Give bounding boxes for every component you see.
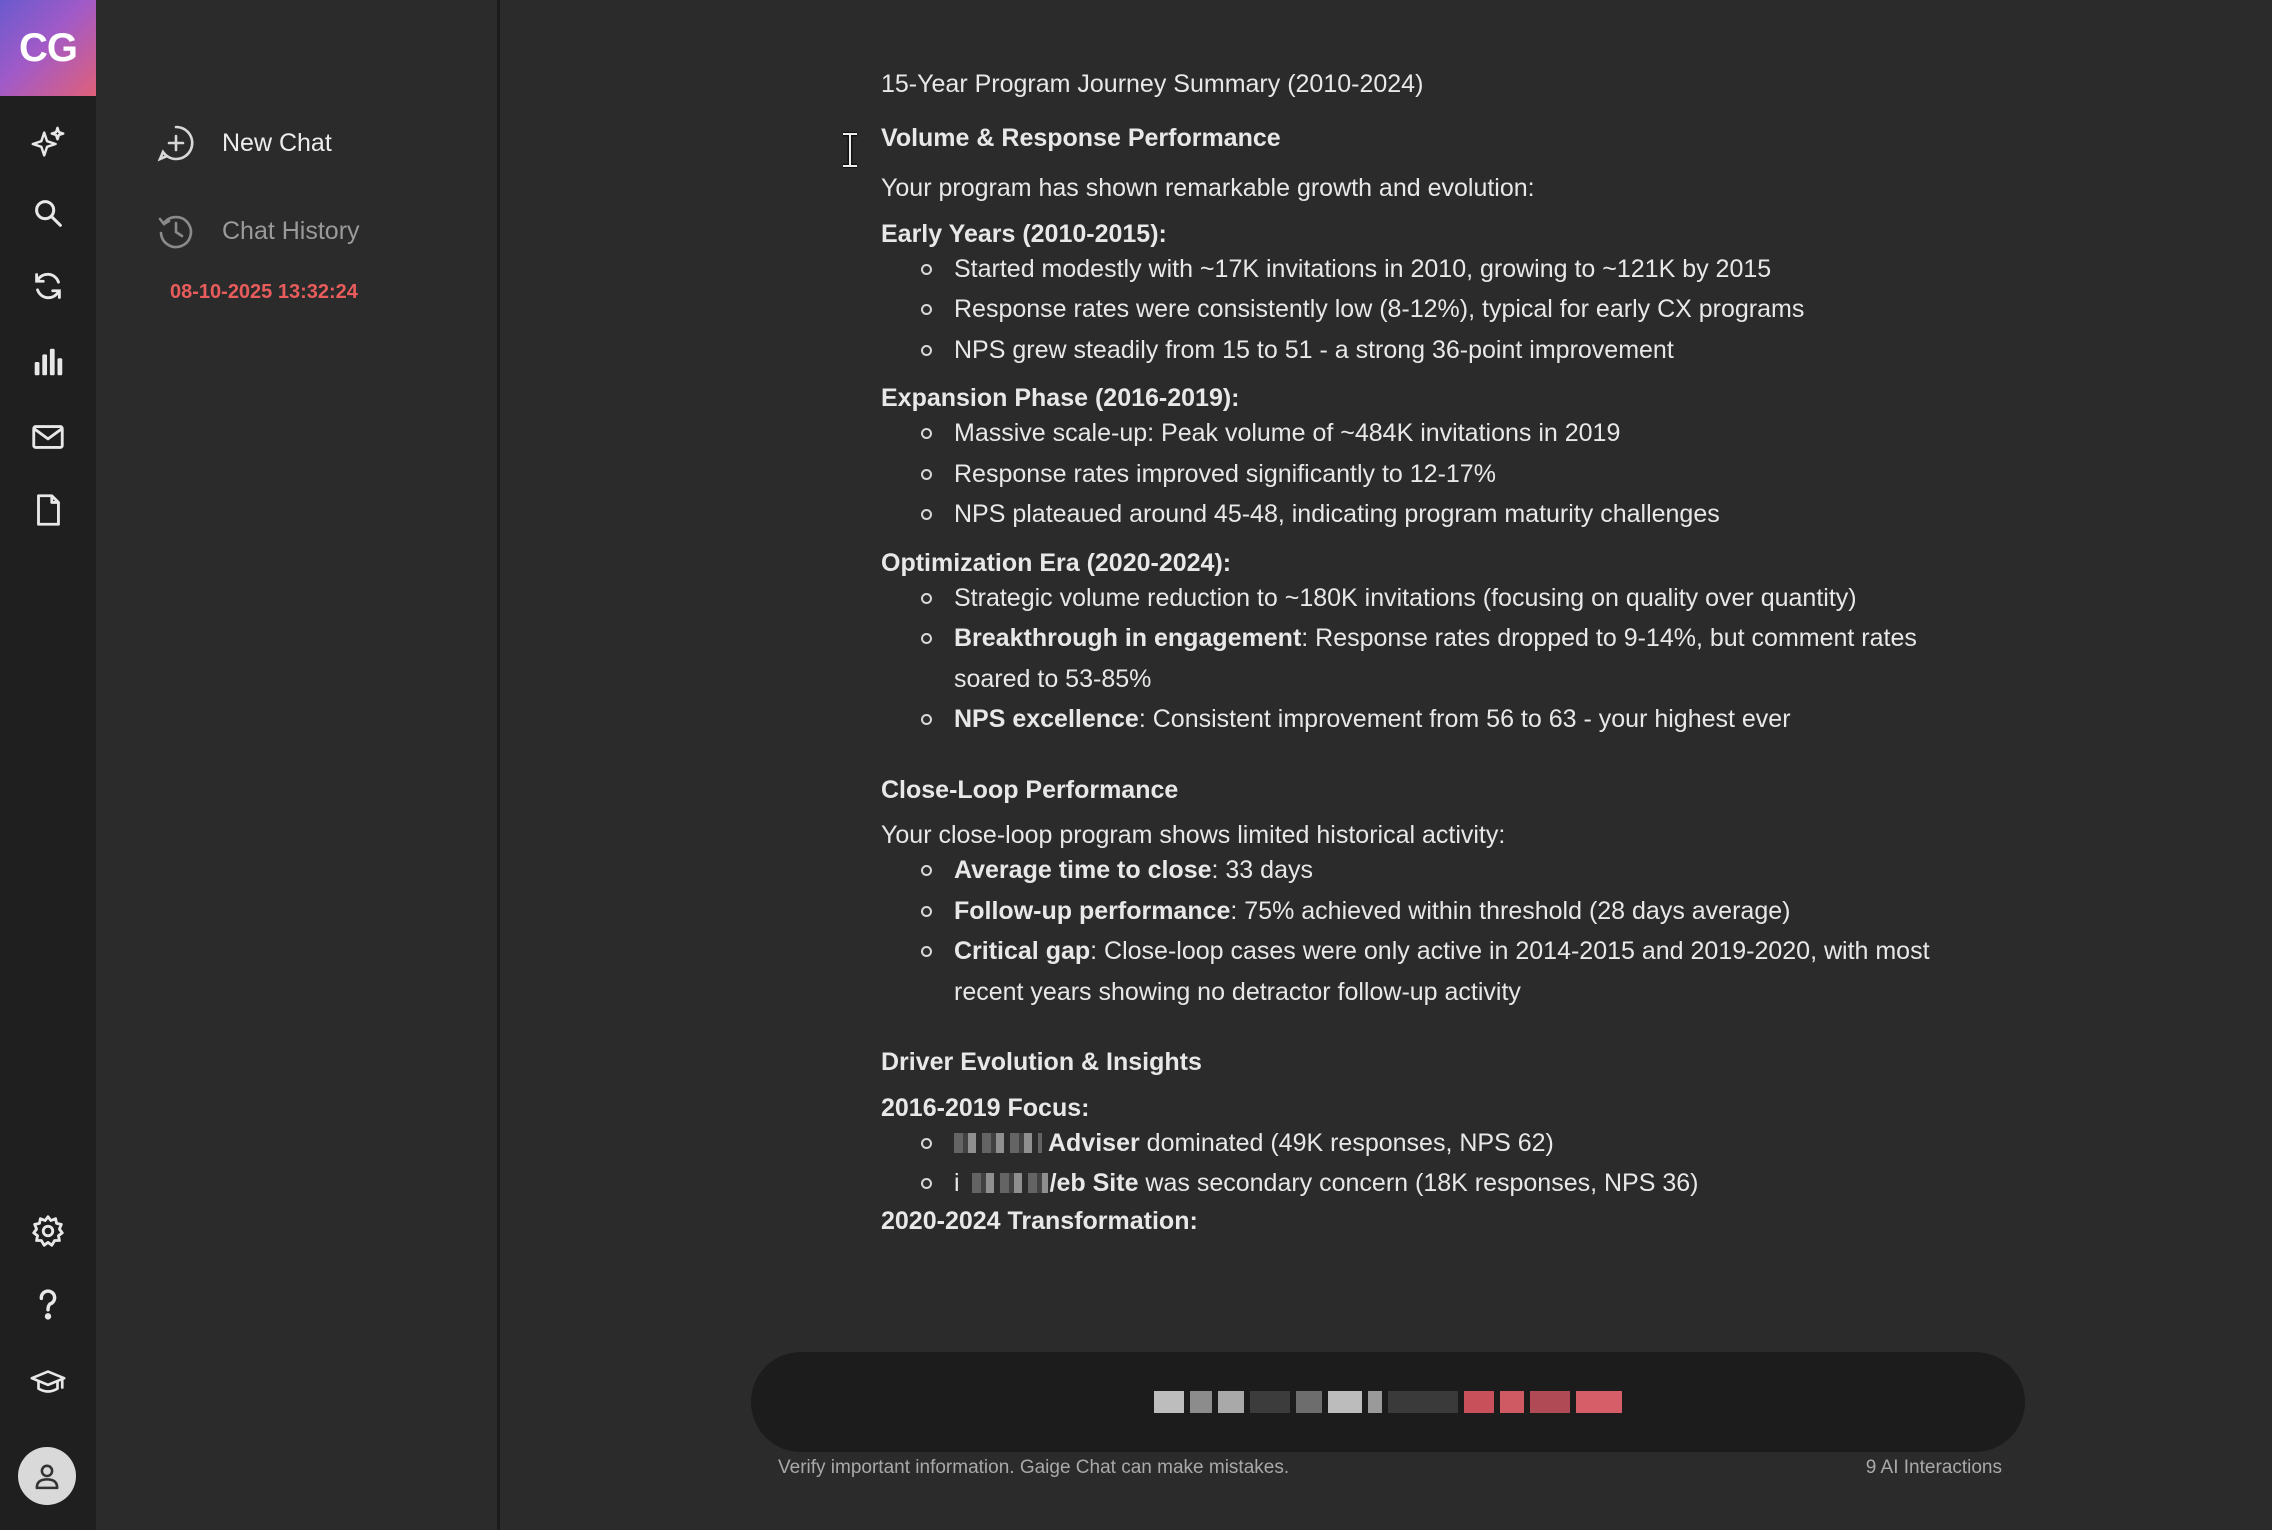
emphasis: Follow-up performance	[954, 896, 1231, 925]
list-item	[881, 699, 1941, 740]
new-chat-button[interactable]	[156, 123, 332, 163]
subheading-transformation: 2020-2024 Transformation:	[881, 1206, 1198, 1235]
subheading-early-years: Early Years (2010-2015):	[881, 219, 1167, 248]
item-text: was secondary concern (18K responses, NPS 36)	[1138, 1169, 1699, 1197]
item-text: : Response rates dropped to 9-14%, but comment rates soared to 53-85%	[954, 624, 1917, 693]
expansion-list	[881, 413, 1941, 535]
list-item	[881, 1123, 1941, 1164]
summary-title: 15-Year Program Journey Summary (2010-2024)	[881, 70, 1424, 98]
redacted-prompt-text	[1154, 1391, 1622, 1413]
help-icon[interactable]	[24, 1281, 72, 1329]
list-item: Response rates improved significantly to 12-17%	[881, 454, 1941, 495]
emphasis: Critical gap	[954, 937, 1091, 965]
section-heading-drivers: Driver Evolution & Insights	[881, 1048, 1202, 1076]
list-item	[881, 1163, 1941, 1204]
disclaimer-text: Verify important information. Gaige Chat can make mistakes.	[778, 1457, 1290, 1478]
chat-timestamp[interactable]: 08-10-2025 13:32:24	[170, 281, 358, 303]
emphasis: Adviser	[1048, 1128, 1140, 1157]
new-chat-label: New Chat	[222, 128, 332, 157]
mail-icon[interactable]	[24, 413, 72, 461]
early-years-list	[881, 249, 1941, 371]
item-text: : Consistent improvement from 56 to 63 - your highest ever	[1138, 705, 1791, 733]
search-icon[interactable]	[24, 189, 72, 237]
app-logo[interactable]: CG	[0, 0, 96, 96]
list-item	[881, 850, 1941, 891]
item-text: i	[954, 1169, 960, 1197]
redacted-text	[954, 1133, 1042, 1153]
list-item: Started modestly with ~17K invitations in 2010, growing to ~121K by 2015	[881, 249, 1941, 290]
history-icon	[156, 211, 196, 251]
list-item: NPS grew steadily from 15 to 51 - a strong 36-point improvement	[881, 330, 1941, 371]
bar-chart-icon[interactable]	[24, 338, 72, 386]
item-text: : Close-loop cases were only active in 2014-2015 and 2019-2020, with most recent years showing no detractor follow-up activity	[954, 937, 1930, 1006]
subheading-optimization: Optimization Era (2020-2024):	[881, 548, 1232, 577]
emphasis: Breakthrough in engagement	[954, 624, 1302, 652]
chat-history-label: Chat History	[222, 216, 360, 245]
document-icon[interactable]	[24, 486, 72, 534]
emphasis: NPS excellence	[954, 705, 1139, 733]
gear-icon[interactable]	[24, 1207, 72, 1255]
plus-chat-icon	[156, 123, 196, 163]
text-cursor-icon	[839, 132, 861, 168]
icon-rail	[0, 0, 96, 1530]
subheading-expansion: Expansion Phase (2016-2019):	[881, 384, 1240, 412]
closeloop-list	[881, 850, 1941, 1012]
list-item: Massive scale-up: Peak volume of ~484K invitations in 2019	[881, 413, 1941, 454]
section-heading-volume: Volume & Response Performance	[881, 123, 1281, 152]
list-item: Response rates were consistently low (8-12%), typical for early CX programs	[881, 289, 1941, 330]
volume-lead: Your program has shown remarkable growth and evolution:	[881, 174, 1535, 202]
ai-interactions-count: 9 AI Interactions	[1865, 1457, 2002, 1478]
assistant-message	[881, 64, 1941, 1238]
message-input[interactable]	[751, 1352, 2025, 1452]
section-heading-closeloop: Close-Loop Performance	[881, 775, 1179, 804]
list-item: Strategic volume reduction to ~180K invitations (focusing on quality over quantity)	[881, 578, 1941, 619]
list-item: NPS plateaued around 45-48, indicating program maturity challenges	[881, 494, 1941, 535]
redacted-text	[972, 1173, 1048, 1193]
subheading-focus: 2016-2019 Focus:	[881, 1093, 1090, 1122]
chat-main	[503, 0, 2272, 1530]
list-item	[881, 891, 1941, 932]
emphasis: Average time to close	[954, 856, 1212, 884]
list-item	[881, 618, 1941, 699]
drivers-list	[881, 1123, 1941, 1204]
item-text: : 75% achieved within threshold (28 days average)	[1230, 896, 1791, 925]
sparkle-icon[interactable]	[24, 120, 72, 168]
closeloop-lead: Your close-loop program shows limited historical activity:	[881, 821, 1506, 849]
chat-history-button[interactable]	[156, 211, 360, 251]
graduation-cap-icon[interactable]	[24, 1358, 72, 1406]
user-avatar[interactable]	[18, 1447, 76, 1505]
side-panel	[96, 0, 500, 1530]
refresh-icon[interactable]	[24, 262, 72, 310]
item-text: dominated (49K responses, NPS 62)	[1139, 1128, 1554, 1157]
item-text: : 33 days	[1211, 856, 1313, 884]
emphasis: /eb Site	[1049, 1169, 1139, 1197]
optimization-list	[881, 578, 1941, 740]
list-item	[881, 931, 1941, 1012]
